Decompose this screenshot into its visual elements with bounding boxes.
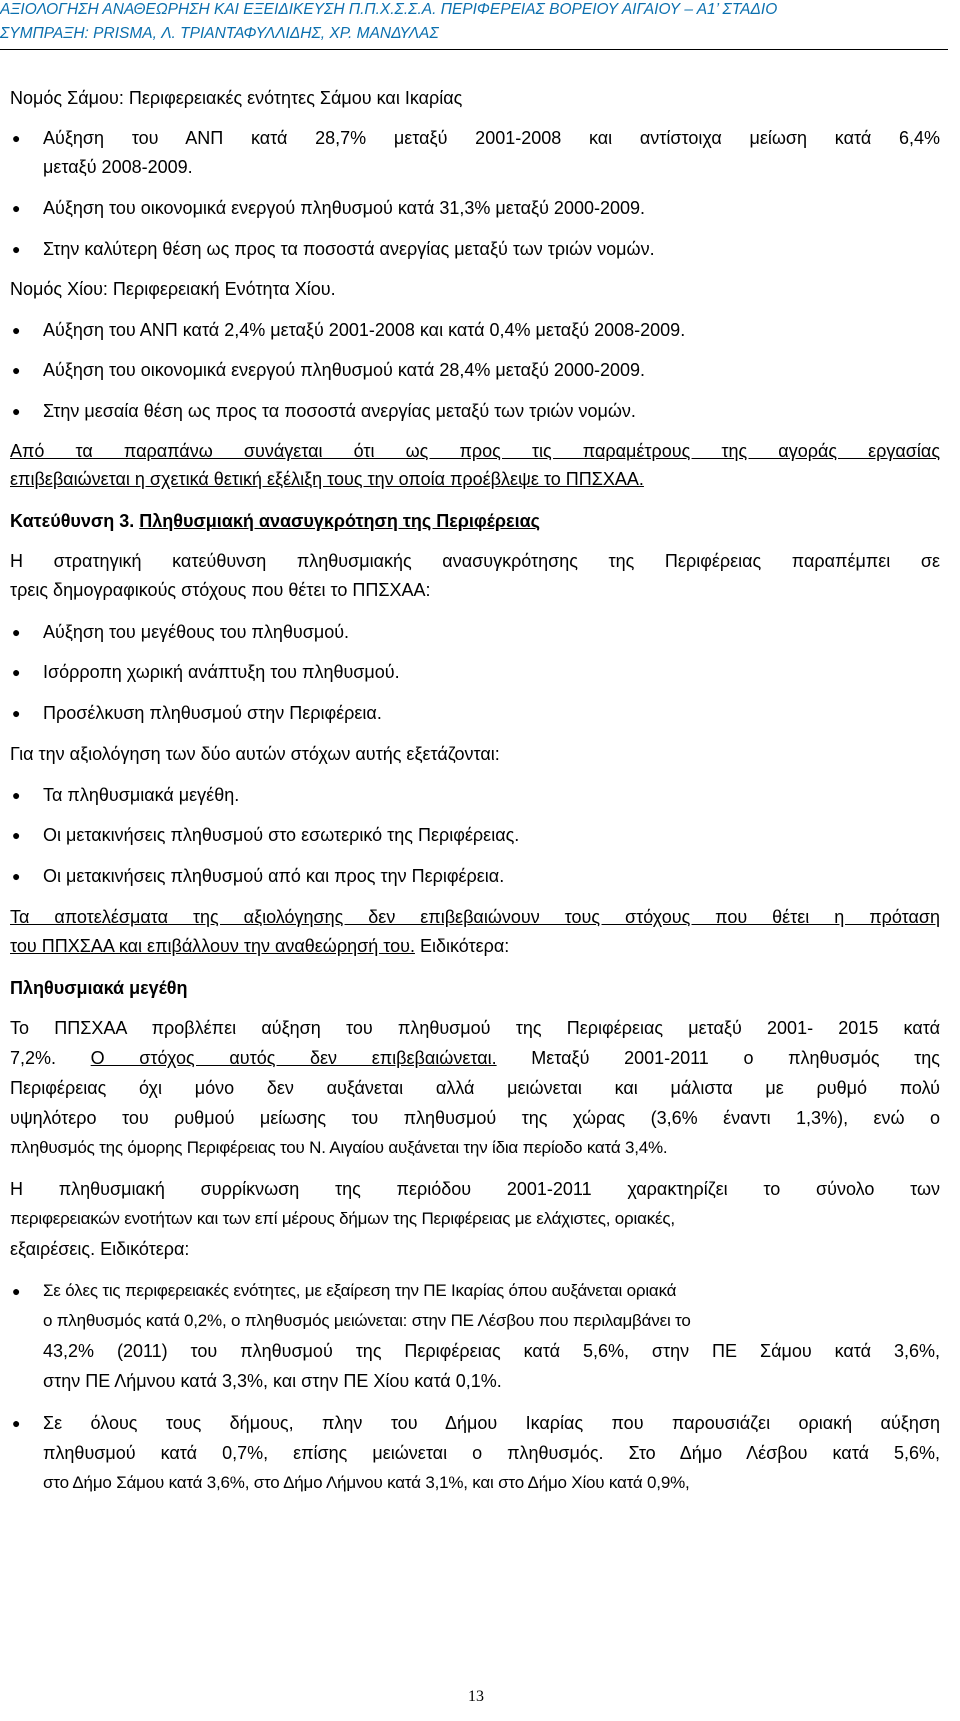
running-header-authors: ΣΥΜΠΡΑΞΗ: PRISMA, Λ. ΤΡΙΑΝΤΑΦΥΛΛΙΔΗΣ, ΧΡ. ΜΑΝΔΥΛΑΣ [0, 25, 439, 42]
bullet-icon: ● [12, 827, 21, 843]
direction-3-label: Κατεύθυνση 3. [10, 511, 135, 531]
bullet-icon: ● [12, 130, 21, 146]
population-p1-rest: Μεταξύ 2001-2011 ο πληθυσμός της [531, 1048, 940, 1068]
population-p1-not-confirmed: Ο στόχος αυτός δεν επιβεβαιώνεται. [90, 1048, 497, 1068]
conclusion-line-1: Από τα παραπάνω συνάγεται ότι ως προς τις παραμέτρους της αγοράς εργασίας [10, 441, 940, 461]
header-rule [0, 49, 948, 50]
bullet-icon: ● [12, 403, 21, 419]
population-p1-line-1: Το ΠΠΣΧΑΑ προβλέπει αύξηση του πληθυσμού της Περιφέρειας μεταξύ 2001- 2015 κατά [10, 1018, 940, 1038]
examined-intro: Για την αξιολόγηση των δύο αυτών στόχων αυτής εξετάζονται: [10, 744, 500, 764]
results-rest: Ειδικότερα: [414, 936, 510, 956]
page-number: 13 [468, 1688, 484, 1705]
conclusion-line-2: επιβεβαιώνεται η σχετικά θετική εξέλιξη τους την οποία προέβλεψε το ΠΠΣΧΑΑ. [10, 469, 644, 489]
samos-bullet-1-line-2: μεταξύ 2008-2009. [43, 157, 193, 177]
samos-bullet-1-line-1: Αύξηση του ΑΝΠ κατά 28,7% μεταξύ 2001-2008 και αντίστοιχα μείωση κατά 6,4% [43, 128, 940, 148]
bullet-icon: ● [12, 1283, 21, 1299]
direction-3-heading [10, 509, 940, 533]
population-bullet-2-line-2: πληθυσμού κατά 0,7%, επίσης μειώνεται ο πληθυσμός. Στο Δήμο Λέσβου κατά 5,6%, [43, 1443, 940, 1463]
results-line-1: Τα αποτελέσματα της αξιολόγησης δεν επιβεβαιώνουν τους στόχους που θέτει η πρόταση [10, 907, 940, 927]
chios-heading: Νομός Χίου: Περιφερειακή Ενότητα Χίου. [10, 279, 336, 299]
bullet-icon: ● [12, 705, 21, 721]
population-bullet-1-line-2: ο πληθυσμός κατά 0,2%, ο πληθυσμός μειώνεται: στην ΠΕ Λέσβου που περιλαμβάνει το [43, 1311, 691, 1330]
examined-item: Οι μετακινήσεις πληθυσμού στο εσωτερικό της Περιφέρειας. [43, 825, 520, 845]
samos-heading: Νομός Σάμου: Περιφερειακές ενότητες Σάμου και Ικαρίας [10, 88, 463, 108]
bullet-icon: ● [12, 624, 21, 640]
samos-bullet-2: Αύξηση του οικονομικά ενεργού πληθυσμού κατά 31,3% μεταξύ 2000-2009. [43, 198, 646, 218]
bullet-icon: ● [12, 241, 21, 257]
direction-3-intro-line-2: τρεις δημογραφικούς στόχους που θέτει το ΠΠΣΧΑΑ: [10, 580, 431, 600]
goal-item: Προσέλκυση πληθυσμού στην Περιφέρεια. [43, 703, 382, 723]
examined-item: Τα πληθυσμιακά μεγέθη. [43, 785, 240, 805]
direction-3-title: Πληθυσμιακή ανασυγκρότηση της Περιφέρειας [139, 511, 541, 531]
bullet-icon: ● [12, 664, 21, 680]
population-p2-line-1: Η πληθυσμιακή συρρίκνωση της περιόδου 2001-2011 χαρακτηρίζει το σύνολο των [10, 1179, 940, 1199]
population-heading: Πληθυσμιακά μεγέθη [10, 978, 188, 998]
population-bullet-1-line-4: στην ΠΕ Λήμνου κατά 3,3%, και στην ΠΕ Χίου κατά 0,1%. [43, 1371, 502, 1391]
population-p1-line-3: Περιφέρειας όχι μόνο δεν αυξάνεται αλλά μειώνεται και μάλιστα με ρυθμό πολύ [10, 1078, 940, 1098]
goal-item: Αύξηση του μεγέθους του πληθυσμού. [43, 622, 350, 642]
population-p1-line-2 [10, 1046, 940, 1070]
population-p1-line-4: υψηλότερο του ρυθμού μείωσης του πληθυσμού της χώρας (3,6% έναντι 1,3%), ενώ ο [10, 1108, 940, 1128]
chios-bullet-2: Αύξηση του οικονομικά ενεργού πληθυσμού κατά 28,4% μεταξύ 2000-2009. [43, 360, 646, 380]
samos-bullet-3: Στην καλύτερη θέση ως προς τα ποσοστά ανεργίας μεταξύ των τριών νομών. [43, 239, 655, 259]
bullet-icon: ● [12, 200, 21, 216]
population-bullet-2-line-3: στο Δήμο Σάμου κατά 3,6%, στο Δήμο Λήμνου κατά 3,1%, και στο Δήμο Χίου κατά 0,9%, [43, 1473, 690, 1492]
population-p2-line-2: περιφερειακών ενοτήτων και των επί μέρους δήμων της Περιφέρειας με ελάχιστες, οριακές, [10, 1209, 675, 1228]
chios-bullet-3: Στην μεσαία θέση ως προς τα ποσοστά ανεργίας μεταξύ των τριών νομών. [43, 401, 636, 421]
bullet-icon: ● [12, 868, 21, 884]
examined-item: Οι μετακινήσεις πληθυσμού από και προς την Περιφέρεια. [43, 866, 505, 886]
population-bullet-1-line-1: Σε όλες τις περιφερειακές ενότητες, με εξαίρεση την ΠΕ Ικαρίας όπου αυξάνεται οριακά [43, 1281, 677, 1300]
bullet-icon: ● [12, 1415, 21, 1431]
population-p2-line-3: εξαιρέσεις. Ειδικότερα: [10, 1239, 190, 1259]
population-bullet-2-line-1: Σε όλους τους δήμους, πλην του Δήμου Ικαρίας που παρουσιάζει οριακή αύξηση [43, 1413, 940, 1433]
bullet-icon: ● [12, 362, 21, 378]
running-header-title: ΑΞΙΟΛΟΓΗΣΗ ΑΝΑΘΕΩΡΗΣΗ ΚΑΙ ΕΞΕΙΔΙΚΕΥΣΗ Π.Π.Χ.Σ.Σ.Α. ΠΕΡΙΦΕΡΕΙΑΣ ΒΟΡΕΙΟΥ ΑΙΓΑΙΟΥ – Α1’ ΣΤΑΔΙΟ [0, 1, 778, 18]
population-bullet-1-line-3: 43,2% (2011) του πληθυσμού της Περιφέρειας κατά 5,6%, στην ΠΕ Σάμου κατά 3,6%, [43, 1341, 940, 1361]
results-line-2 [10, 934, 940, 958]
goal-item: Ισόρροπη χωρική ανάπτυξη του πληθυσμού. [43, 662, 400, 682]
results-underlined: του ΠΠΧΣΑΑ και επιβάλλουν την αναθεώρησή του. [10, 936, 415, 956]
direction-3-intro-line-1: Η στρατηγική κατεύθυνση πληθυσμιακής ανασυγκρότησης της Περιφέρειας παραπέμπει σε [10, 551, 940, 571]
bullet-icon: ● [12, 322, 21, 338]
chios-bullet-1: Αύξηση του ΑΝΠ κατά 2,4% μεταξύ 2001-2008 και κατά 0,4% μεταξύ 2008-2009. [43, 320, 686, 340]
bullet-icon: ● [12, 787, 21, 803]
population-p1-percent: 7,2%. [10, 1048, 57, 1068]
population-p1-line-5: πληθυσμός της όμορης Περιφέρειας του Ν. Αιγαίου αυξάνεται την ίδια περίοδο κατά 3,4%. [10, 1138, 668, 1157]
